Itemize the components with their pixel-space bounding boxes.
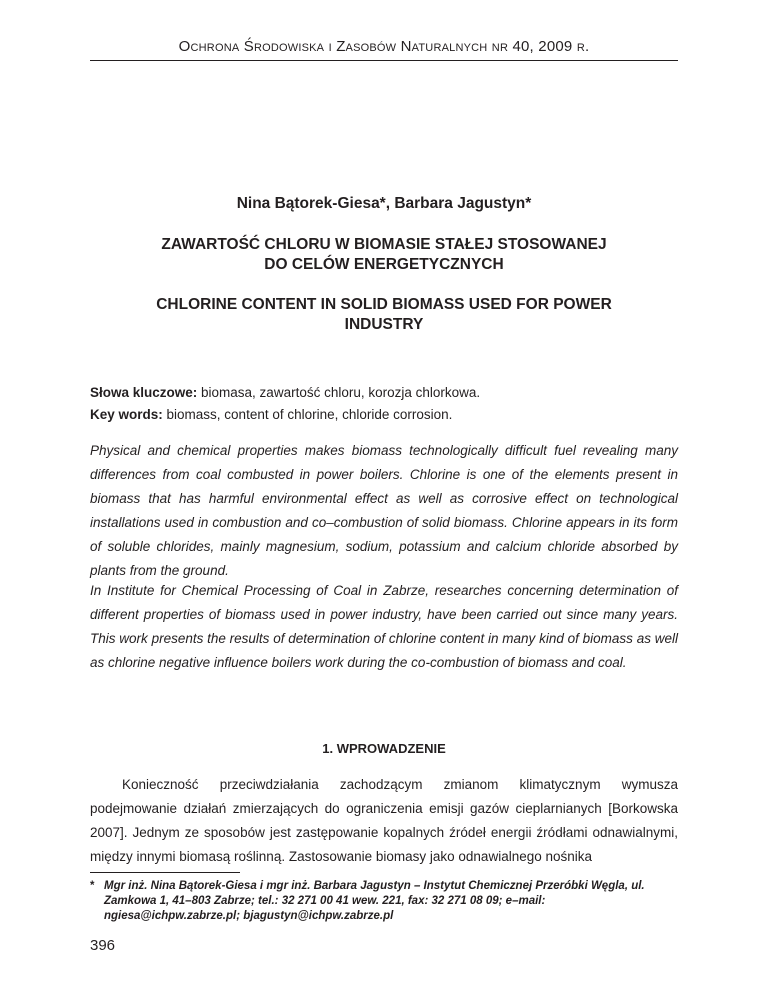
running-header [90,38,678,55]
issue-number: 40, 2009 [512,38,573,55]
page-number: 396 [90,937,116,954]
authors: Nina Bątorek-Giesa*, Barbara Jagustyn* [236,195,532,212]
title-polish [90,235,678,275]
journal-title: Ochrona Środowiska i Zasobów Naturalnych [178,38,488,55]
footnote-mark: * [90,880,95,892]
title-english-line-2: INDUSTRY [344,316,424,333]
abstract-paragraph-1: Physical and chemical properties makes biomass technologically difficult fuel revealing many differences from coal combusted in power boilers. Chlorine is one of the elements present in biomass that has harmful environmental effect as well as corrosive effect on technological installations used in combustion and co–combustion of solid biomass. Chlorine appears in its form of soluble chlorides, mainly magnesium, sodium, potassium and calcium chloride absorbed by plants from the ground. [90,443,678,578]
keywords-polish [90,382,678,404]
keywords-english-text: biomass, content of chlorine, chloride corrosion. [162,407,453,422]
section-heading: 1. WPROWADZENIE [322,741,446,756]
footnote [90,879,678,924]
keywords-english-label: Key words: [90,407,163,422]
keywords-block [90,382,678,426]
title-polish-line-2: DO CELÓW ENERGETYCZNYCH [264,256,504,273]
issue-suffix: r. [576,38,590,55]
header-rule [90,60,678,61]
keywords-polish-label: Słowa kluczowe: [90,385,198,400]
body-paragraph: Konieczność przeciwdziałania zachodzącym zmianom klimatycznym wymusza podejmowanie działań zmierzających do ograniczenia emisji gazów cieplarnianych [Borkowska 2007]. Jednym ze sposobów jest zastępowanie kopalnych źródeł energii źródłami odnawialnymi, między innymi biomasą roślinną. Zastosowanie biomasy jako odnawialnego nośnika [90,777,678,864]
keywords-english [90,404,678,426]
keywords-polish-text: biomasa, zawartość chloru, korozja chlorkowa. [197,385,481,400]
issue-prefix: nr [491,38,509,55]
title-english [90,295,678,335]
footnote-text: Mgr inż. Nina Bątorek-Giesa i mgr inż. Barbara Jagustyn – Instytut Chemicznej Przeróbki Węgla, ul. Zamkowa 1, 41–803 Zabrze; tel.: 32 271 00 41 wew. 221, fax: 32 271 08 09; e–mail: ngiesa@ichpw.zabrze.pl; bjagustyn@ichpw.zabrze.pl [104,880,645,922]
footnote-rule [90,872,240,873]
title-english-line-1: CHLORINE CONTENT IN SOLID BIOMASS USED FOR POWER [156,296,612,313]
title-polish-line-1: ZAWARTOŚĆ CHLORU W BIOMASIE STAŁEJ STOSOWANEJ [161,236,607,253]
abstract-paragraph-2: In Institute for Chemical Processing of Coal in Zabrze, researches concerning determination of different properties of biomass used in power industry, have been carried out since many years. This work presents the results of determination of chlorine content in many kind of biomass as well as chlorine negative influence boilers work during the co-combustion of biomass and coal. [90,583,678,670]
